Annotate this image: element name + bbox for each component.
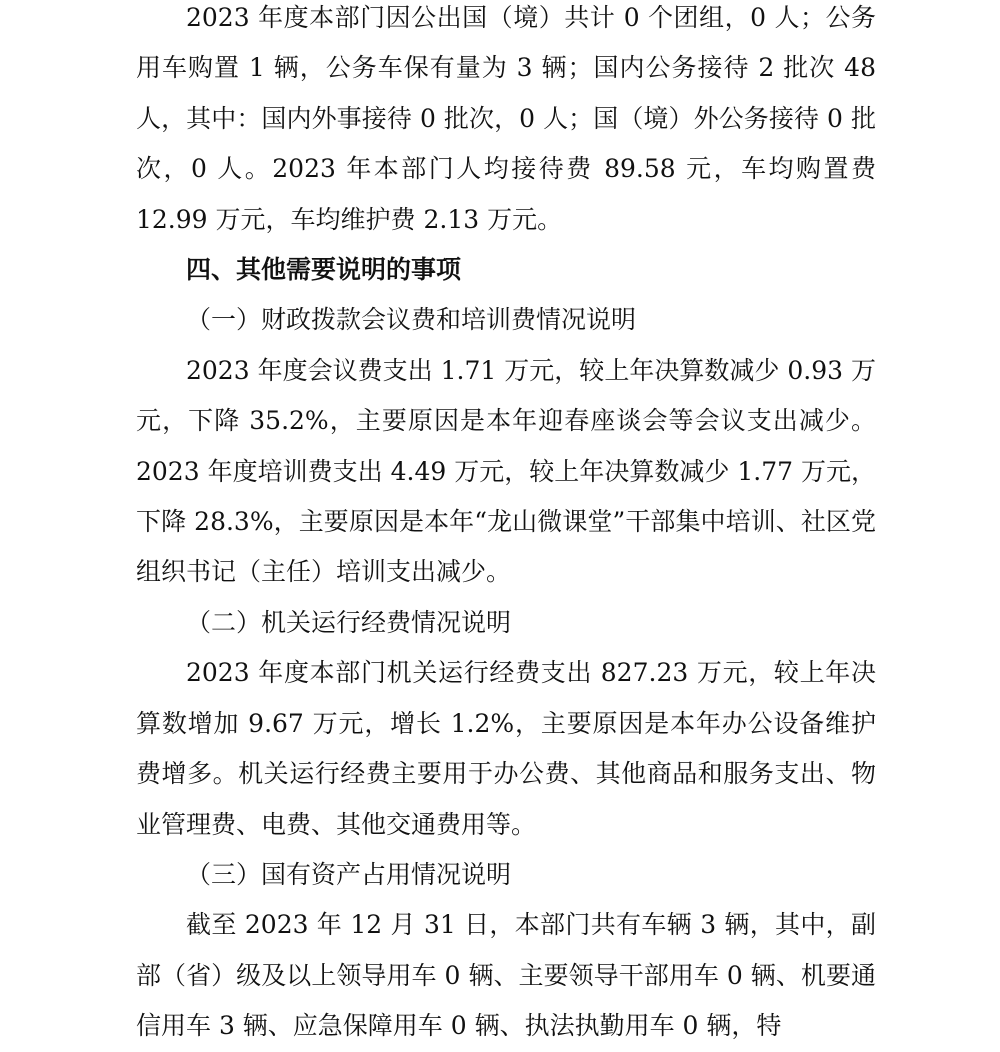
section-heading-other-matters: 四、其他需要说明的事项 (186, 255, 462, 285)
paragraph-operating-expenses: 2023 年度本部门机关运行经费支出 827.23 万元，较上年决算数增加 9.67 万元，增长 1.2%，主要原因是本年办公设备维护费增多。机关运行经费主要用于办公费、其他商品和服务支出、物业管理费、电费、其他交通费用等。 (136, 658, 876, 839)
subheading-meeting-training-fees: （一）财政拨款会议费和培训费情况说明 (186, 305, 637, 335)
subheading-state-assets: （三）国有资产占用情况说明 (186, 859, 512, 889)
paragraph-meeting-training-fees: 2023 年度会议费支出 1.71 万元，较上年决算数减少 0.93 万元，下降 35.2%，主要原因是本年迎春座谈会等会议支出减少。2023 年度培训费支出 4.49 万元，较上年决算数减少 1.77 万元，下降 28.3%，主要原因是本年“龙山微课堂”干部集中培训、社区党组织书记（主任）培训支出减少。 (136, 355, 876, 587)
subheading-operating-expenses: （二）机关运行经费情况说明 (186, 607, 512, 637)
paragraph-official-expenses: 2023 年度本部门因公出国（境）共计 0 个团组，0 人；公务用车购置 1 辆，公务车保有量为 3 辆；国内公务接待 2 批次 48 人，其中：国内外事接待 0 批次，0 人；国（境）外公务接待 0 批次，0 人。2023 年本部门人均接待费 89.58 元，车均购置费 12.99 万元，车均维护费 2.13 万元。 (136, 3, 876, 234)
paragraph-state-assets: 截至 2023 年 12 月 31 日，本部门共有车辆 3 辆，其中，副部（省）级及以上领导用车 0 辆、主要领导干部用车 0 辆、机要通信用车 3 辆、应急保障用车 0 辆、执法执勤用车 0 辆，特 (136, 910, 876, 1041)
document-page (136, 0, 876, 1052)
